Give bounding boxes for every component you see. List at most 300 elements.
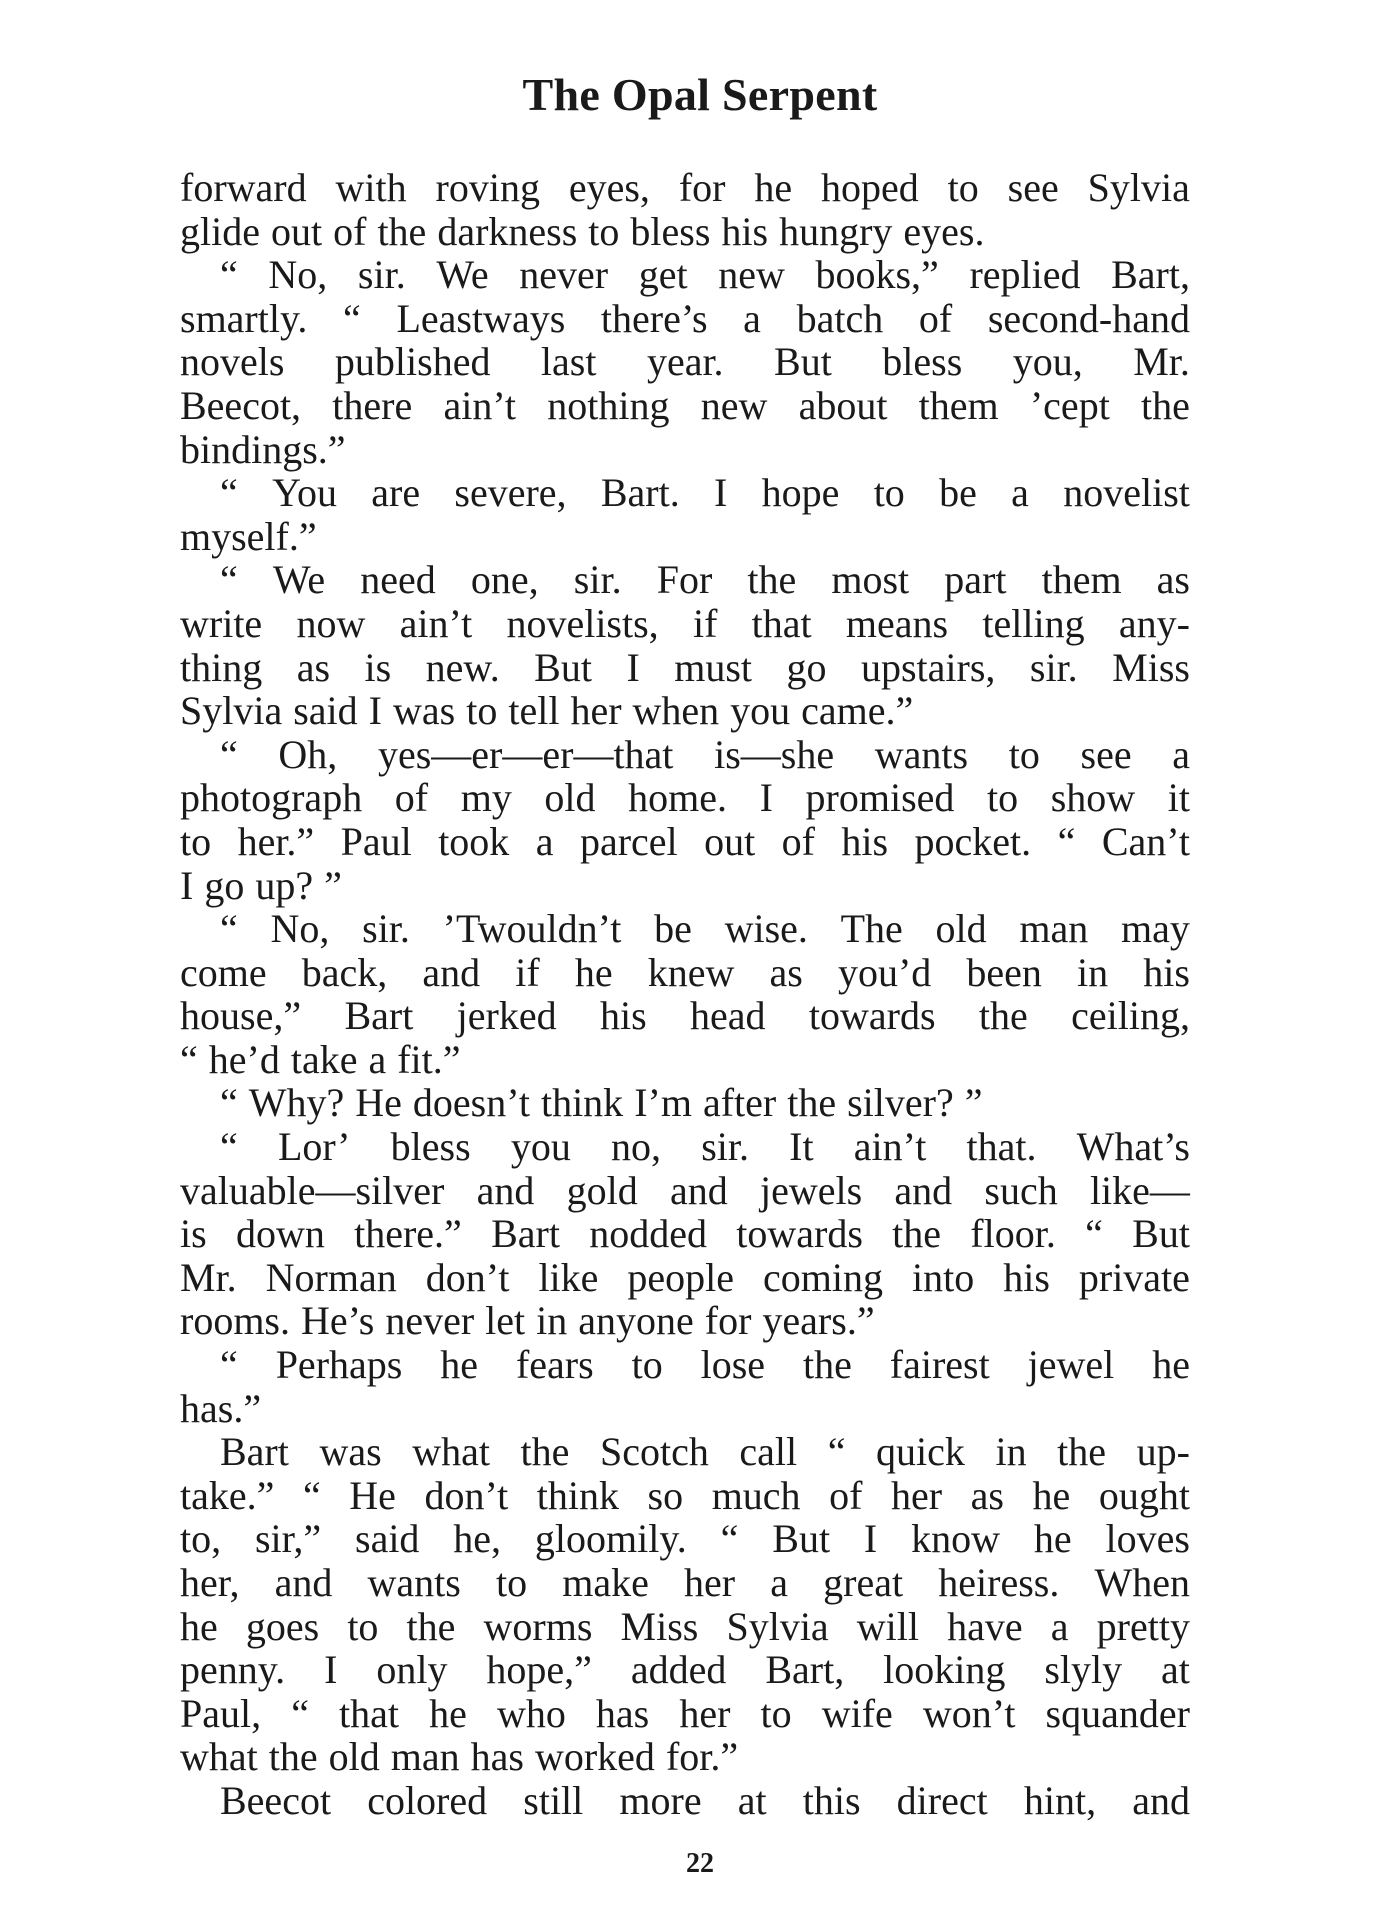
word: his (599, 993, 647, 1039)
word: batch (796, 295, 884, 341)
word: he (440, 1342, 479, 1388)
word: fears (515, 1342, 594, 1388)
word: he (1033, 1516, 1072, 1562)
word: hungry (779, 208, 893, 254)
word: man (390, 1734, 460, 1780)
word: The (840, 906, 903, 952)
word: her (570, 688, 622, 734)
word: Sylvia (180, 688, 283, 734)
word: sir. (573, 557, 622, 603)
word: anyone (578, 1298, 694, 1344)
word: Paul, (180, 1690, 262, 1736)
word: write (180, 600, 263, 646)
word: doesn’t (412, 1080, 530, 1126)
word: “ (302, 1472, 321, 1518)
word: the (747, 557, 797, 603)
text-line (180, 646, 1190, 690)
word: such (984, 1167, 1058, 1213)
word: he (1032, 1472, 1071, 1518)
text-line (180, 602, 1190, 646)
word: novelist (1063, 470, 1190, 516)
text-line (180, 166, 1190, 210)
word: need (360, 557, 436, 603)
word: have (947, 1603, 1023, 1649)
word: He’s (301, 1298, 375, 1344)
word: “ (220, 557, 238, 603)
word: for.” (665, 1734, 739, 1780)
word: “ (220, 1342, 238, 1388)
word: pretty (1096, 1603, 1190, 1649)
word: “ (720, 1516, 739, 1562)
word: who (496, 1690, 566, 1736)
word: I (714, 470, 728, 516)
text-line (180, 428, 1190, 472)
word: won’t (922, 1690, 1016, 1736)
word: the (802, 1342, 852, 1388)
word: Mr. (180, 1254, 237, 1300)
text-line (180, 1256, 1190, 1300)
word: as (970, 1472, 1004, 1518)
word: photograph (180, 775, 363, 821)
word: at (737, 1777, 767, 1823)
word: his (721, 208, 769, 254)
word: to (1008, 731, 1040, 777)
word: never (519, 252, 609, 298)
text-line (180, 1212, 1190, 1256)
word: gloomily. (534, 1516, 687, 1562)
text-line (180, 1561, 1190, 1605)
word: is (180, 1211, 207, 1257)
word: think (540, 1080, 624, 1126)
word: go (204, 862, 245, 908)
word: like— (1089, 1167, 1190, 1213)
word: knew (647, 949, 735, 995)
text-line (180, 297, 1190, 341)
word: has (595, 1690, 650, 1736)
text-line (180, 1038, 1190, 1082)
word: forward (180, 165, 307, 210)
word: “ (291, 1690, 309, 1736)
word: ’cept (1029, 382, 1110, 428)
word: ought (1098, 1472, 1190, 1518)
word: ceiling, (1071, 993, 1190, 1039)
word: “ (827, 1429, 846, 1475)
word: penny. (180, 1647, 286, 1693)
word: coming (763, 1254, 883, 1300)
word: most (831, 557, 910, 603)
text-line (180, 1125, 1190, 1169)
word: will (856, 1603, 920, 1649)
word: worms (483, 1603, 593, 1649)
word: I (368, 688, 382, 734)
word: take.” (180, 1472, 275, 1518)
word: “ (220, 470, 238, 516)
word: novels (180, 339, 285, 385)
word: Miss (1112, 644, 1190, 690)
word: old (544, 775, 596, 821)
word: No, (268, 252, 328, 298)
word: no, (611, 1124, 662, 1170)
text-line (180, 820, 1190, 864)
word: up- (1136, 1429, 1190, 1475)
word: let (485, 1298, 526, 1344)
word: the (520, 1429, 570, 1475)
word: when (632, 688, 720, 734)
word: tell (508, 688, 560, 734)
word: there.” (354, 1211, 462, 1257)
word: see (1007, 165, 1059, 210)
word: myself.” (180, 513, 317, 559)
word: you (730, 688, 791, 734)
word: call (739, 1429, 798, 1475)
word: What’s (1076, 1124, 1190, 1170)
word: second-hand (987, 295, 1190, 341)
word: the (406, 1603, 456, 1649)
word: show (1050, 775, 1136, 821)
word: Why? (248, 1080, 345, 1126)
word: “ (220, 906, 238, 952)
word: hope,” (486, 1647, 592, 1693)
text-line (180, 994, 1190, 1038)
word: But (772, 1516, 831, 1562)
word: nothing (547, 382, 670, 428)
word: of (781, 818, 815, 864)
word: added (630, 1647, 727, 1693)
text-line (180, 733, 1190, 777)
word: sir. (357, 252, 406, 298)
word: towards (808, 993, 936, 1039)
word: said (293, 688, 358, 734)
word: worked (534, 1734, 655, 1780)
word: never (385, 1298, 475, 1344)
word: people (627, 1254, 735, 1300)
word: so (647, 1472, 684, 1518)
word: ” (324, 862, 342, 908)
word: man (1019, 906, 1089, 952)
word: for (704, 1298, 752, 1344)
word: be (939, 470, 977, 516)
word: ” (964, 1080, 983, 1126)
word: any- (1118, 600, 1190, 646)
word: he, (453, 1516, 502, 1562)
word: goes (245, 1603, 320, 1649)
word: pocket. (914, 818, 1032, 864)
text-line (180, 1299, 1190, 1343)
word: a (535, 818, 554, 864)
word: think (536, 1472, 619, 1518)
word: only (376, 1647, 448, 1693)
word: as (296, 644, 331, 690)
word: them (918, 382, 999, 428)
word: Bart, (1111, 252, 1190, 298)
word: Perhaps (275, 1342, 403, 1388)
word: back, (301, 949, 388, 995)
word: in (995, 1429, 1027, 1475)
word: gold (566, 1167, 638, 1213)
word: towards (736, 1211, 863, 1257)
word: know (911, 1516, 1000, 1562)
word: a (1050, 1603, 1069, 1649)
word: of (394, 775, 429, 821)
word: go (786, 644, 827, 690)
text-line (180, 1430, 1190, 1474)
word: Can’t (1101, 818, 1190, 864)
word: of (829, 1472, 863, 1518)
word: ain’t (443, 382, 517, 428)
word: We (272, 557, 326, 603)
word: to (347, 1603, 379, 1649)
word: he (429, 1690, 467, 1736)
word: to (496, 1560, 528, 1605)
word: telling (982, 600, 1085, 646)
text-line (180, 1343, 1190, 1387)
word: you, (1012, 339, 1083, 385)
word: to (987, 775, 1019, 821)
word: was (319, 1429, 382, 1475)
word: and (894, 1167, 953, 1213)
word: he (574, 949, 613, 995)
word: as (769, 949, 803, 995)
word: into (911, 1254, 975, 1300)
word: see (1080, 731, 1132, 777)
word: Miss (620, 1603, 699, 1649)
word: bindings.” (180, 426, 346, 472)
word: and (476, 1167, 535, 1213)
word: don’t (424, 1472, 509, 1518)
word: must (674, 644, 753, 690)
word: ’Twouldn’t (442, 906, 622, 952)
word: out (704, 818, 756, 864)
word: I (863, 1516, 878, 1562)
word: Beecot, (180, 382, 302, 428)
word: Bart, (765, 1647, 845, 1693)
word: ain’t (399, 600, 473, 646)
word: of (918, 295, 953, 341)
word: Paul (340, 818, 412, 864)
word: is—she (714, 731, 835, 777)
word: Scotch (599, 1429, 709, 1475)
word: old (328, 1734, 380, 1780)
word: We (436, 252, 489, 298)
text-line (180, 689, 1190, 733)
text-line (180, 951, 1190, 995)
word: jerked (456, 993, 557, 1039)
text-line (180, 340, 1190, 384)
word: published (334, 339, 491, 385)
word: a (743, 295, 761, 341)
word: a (1011, 470, 1029, 516)
word: are (371, 470, 421, 516)
word: jewels (759, 1167, 863, 1213)
word: “ (1085, 1211, 1103, 1257)
word: But (774, 339, 832, 385)
word: her, (180, 1560, 240, 1605)
word: if (692, 600, 718, 646)
word: heiress. (938, 1560, 1060, 1605)
word: her.” (237, 818, 315, 864)
word: fit.” (397, 1036, 461, 1082)
word: if (515, 949, 540, 995)
text-line (180, 1169, 1190, 1213)
page-number: 22 (686, 1848, 714, 1879)
word: may (1121, 906, 1190, 952)
word: severe, (454, 470, 567, 516)
word: and (274, 1560, 333, 1605)
word: his (1143, 949, 1190, 995)
word: about (798, 382, 888, 428)
word: darkness (437, 208, 578, 254)
word: her (684, 1560, 736, 1605)
word: fairest (889, 1342, 990, 1388)
word: you’d (837, 949, 932, 995)
word: valuable—silver (180, 1167, 445, 1213)
word: to (466, 688, 498, 734)
word: in (1077, 949, 1109, 995)
text-line (180, 1735, 1190, 1779)
word: slyly (1044, 1647, 1123, 1693)
word: He (355, 1080, 402, 1126)
word: nodded (589, 1211, 707, 1257)
word: Beecot (220, 1777, 332, 1823)
word: But (534, 644, 592, 690)
word: new. (425, 644, 500, 690)
text-line (180, 253, 1190, 297)
word: at (1161, 1647, 1190, 1693)
text-line (180, 1474, 1190, 1518)
text-line (180, 1648, 1190, 1692)
word: great (823, 1560, 904, 1605)
word: has (470, 1734, 524, 1780)
word: Mr. (1133, 339, 1190, 385)
word: It (789, 1124, 814, 1170)
word: last (540, 339, 597, 385)
word: a (368, 1036, 387, 1082)
word: he (180, 1603, 218, 1649)
word: year. (646, 339, 724, 385)
word: the (787, 1080, 837, 1126)
word: bless (882, 339, 963, 385)
word: ain’t (853, 1124, 927, 1170)
word: like (538, 1254, 599, 1300)
word: sir. (701, 1124, 749, 1170)
word: part (944, 557, 1007, 603)
word: and (669, 1167, 728, 1213)
word: up? (255, 862, 314, 908)
word: the (1141, 382, 1190, 428)
word: means (845, 600, 949, 646)
word: to, (180, 1516, 222, 1562)
word: Bart. (600, 470, 680, 516)
word: smartly. (180, 295, 308, 341)
word: “ (180, 1036, 198, 1082)
word: a (1172, 731, 1190, 777)
word: wants (874, 731, 969, 777)
word: take (290, 1036, 358, 1082)
word: to (947, 165, 979, 210)
word: I (180, 862, 194, 908)
word: bless (390, 1124, 471, 1170)
running-head: The Opal Serpent (522, 69, 878, 120)
word: been (966, 949, 1042, 995)
word: with (335, 165, 407, 210)
word: squander (1045, 1690, 1190, 1736)
word: much (711, 1472, 801, 1518)
word: for (678, 165, 726, 210)
word: He (349, 1472, 396, 1518)
word: head (690, 993, 766, 1039)
word: looking (883, 1647, 1006, 1693)
word: he’d (208, 1036, 280, 1082)
text-line (180, 1692, 1190, 1736)
word: the (1057, 1429, 1107, 1475)
word: that (339, 1690, 400, 1736)
word: loves (1105, 1516, 1190, 1562)
word: be (654, 906, 692, 952)
word: Lor’ (277, 1124, 351, 1170)
word: that (751, 600, 812, 646)
word: parcel (579, 818, 678, 864)
word: he (1152, 1342, 1190, 1388)
word: sir. (362, 906, 410, 952)
word: has.” (180, 1385, 262, 1431)
word: Leastways (396, 295, 566, 341)
word: “ (220, 1124, 238, 1170)
word: her (891, 1472, 943, 1518)
word: new (700, 382, 768, 428)
word: Bart (491, 1211, 560, 1257)
text-line (180, 210, 1190, 254)
word: there’s (600, 295, 708, 341)
word: When (1094, 1560, 1190, 1605)
word: Sylvia (1087, 165, 1190, 210)
body-text (180, 166, 1190, 1823)
word: books,” (815, 252, 939, 298)
word: lose (700, 1342, 766, 1388)
word: the (978, 993, 1028, 1039)
word: as (1156, 557, 1190, 603)
text-line (180, 1081, 1190, 1125)
word: more (619, 1777, 702, 1823)
word: Sylvia (726, 1603, 829, 1649)
word: that. (966, 1124, 1037, 1170)
word: is (364, 644, 392, 690)
word: the (268, 1734, 318, 1780)
word: don’t (425, 1254, 510, 1300)
word: now (296, 600, 366, 646)
word: to (873, 470, 905, 516)
text-line (180, 384, 1190, 428)
word: new (718, 252, 785, 298)
word: what (180, 1734, 258, 1780)
word: it (1167, 775, 1190, 821)
word: I (626, 644, 640, 690)
word: I (324, 1647, 338, 1693)
text-line (180, 1605, 1190, 1649)
word: quick (876, 1429, 965, 1475)
word: old (935, 906, 987, 952)
word: For (656, 557, 713, 603)
word: Oh, (278, 731, 338, 777)
text-line (180, 1779, 1190, 1823)
word: wife (821, 1690, 893, 1736)
word: But (1132, 1211, 1190, 1257)
text-line (180, 907, 1190, 951)
text-line (180, 558, 1190, 602)
word: still (523, 1777, 584, 1823)
word: get (638, 252, 688, 298)
word: took (438, 818, 510, 864)
word: “ (220, 731, 238, 777)
